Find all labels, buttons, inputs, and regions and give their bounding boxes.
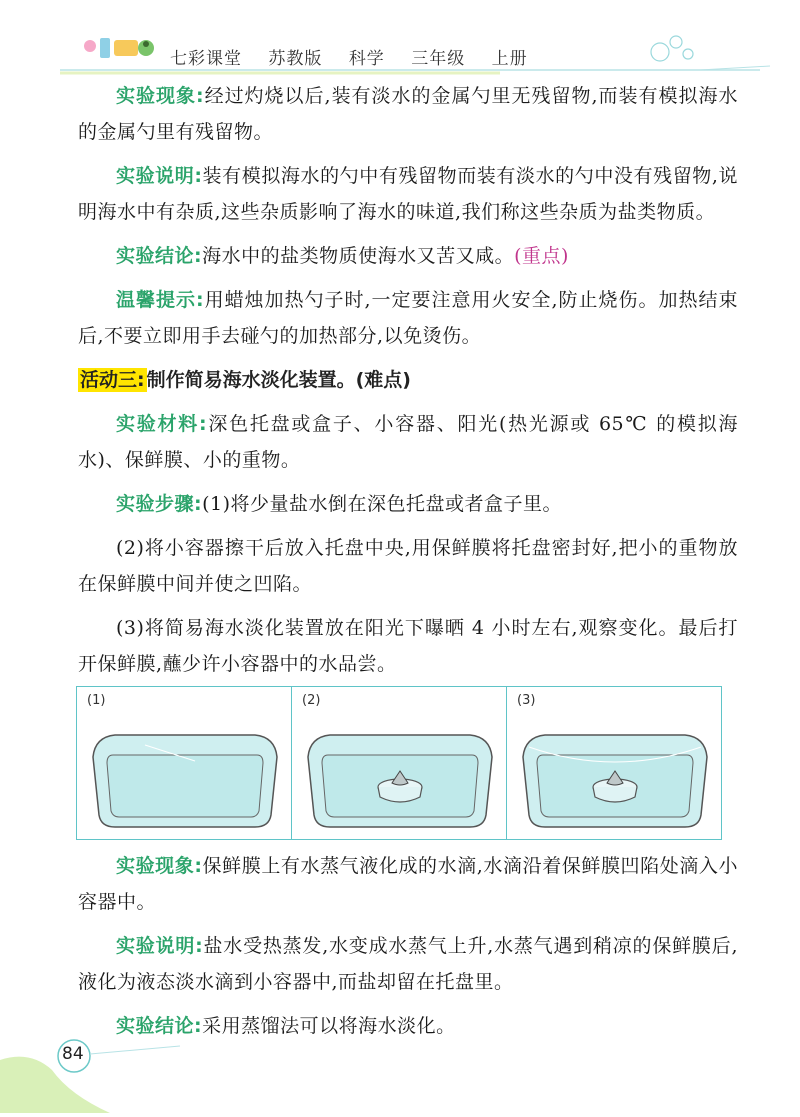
phenomenon-text: 经过灼烧以后,装有淡水的金属勺里无残留物,而装有模拟海水的金属勺里有残留物。 bbox=[78, 85, 738, 143]
grade: 三年级 bbox=[411, 49, 466, 69]
experiment-step-3 bbox=[78, 610, 738, 682]
panel-2-label: (2) bbox=[302, 693, 321, 708]
step-2-text: (2)将小容器擦干后放入托盘中央,用保鲜膜将托盘密封好,把小的重物放在保鲜膜中间并使之凹陷。 bbox=[78, 537, 738, 595]
page-footer bbox=[0, 1020, 800, 1113]
materials-text: 深色托盘或盒子、小容器、阳光(热光源或 65℃ 的模拟海水)、保鲜膜、小的重物。 bbox=[78, 413, 738, 471]
step-3-text: (3)将简易海水淡化装置放在阳光下曝晒 4 小时左右,观察变化。最后打开保鲜膜,蘸少许小容器中的水品尝。 bbox=[78, 617, 738, 675]
phenomenon-2-label: 实验现象: bbox=[116, 855, 203, 877]
conclusion-text: 海水中的盐类物质使海水又苦又咸。 bbox=[202, 245, 515, 267]
figure-panel-2 bbox=[292, 687, 507, 839]
volume: 上册 bbox=[491, 49, 528, 69]
experiment-step-2 bbox=[78, 530, 738, 602]
step-1-text: (1)将少量盐水倒在深色托盘或者盒子里。 bbox=[202, 493, 563, 515]
explanation-label: 实验说明: bbox=[116, 165, 203, 187]
steps-label: 实验步骤: bbox=[116, 493, 203, 515]
phenomenon-label: 实验现象: bbox=[116, 85, 205, 107]
figure-panel-3 bbox=[507, 687, 721, 839]
explanation-text: 装有模拟海水的勺中有残留物而装有淡水的勺中没有残留物,说明海水中有杂质,这些杂质影响了海水的味道,我们称这些杂质为盐类物质。 bbox=[78, 165, 738, 223]
activity-label: 活动三: bbox=[80, 369, 145, 391]
materials-label: 实验材料: bbox=[116, 413, 208, 435]
conclusion-2-label: 实验结论: bbox=[116, 1015, 203, 1037]
experiment-explanation bbox=[78, 158, 738, 230]
figure-panel-1 bbox=[77, 687, 292, 839]
bubbles-icon bbox=[651, 36, 693, 61]
subject: 科学 bbox=[348, 49, 385, 69]
publisher: 苏教版 bbox=[268, 49, 323, 69]
activity-heading bbox=[78, 362, 738, 398]
experiment-phenomenon-2 bbox=[78, 848, 738, 920]
footer-decoration bbox=[0, 1020, 800, 1113]
experiment-figure bbox=[76, 686, 722, 840]
page-number: 84 bbox=[62, 1044, 84, 1064]
experiment-conclusion bbox=[78, 238, 738, 274]
page-header bbox=[0, 0, 800, 80]
phenomenon-2-text: 保鲜膜上有水蒸气液化成的水滴,水滴沿着保鲜膜凹陷处滴入小容器中。 bbox=[78, 855, 738, 913]
safety-tip bbox=[78, 282, 738, 354]
book-name: 七彩课堂 bbox=[170, 49, 242, 69]
conclusion-label: 实验结论: bbox=[116, 245, 203, 267]
panel-3-label: (3) bbox=[517, 693, 536, 708]
activity-title: 制作简易海水淡化装置。(难点) bbox=[146, 369, 411, 391]
tray-with-cup-illustration bbox=[300, 717, 500, 833]
sealed-tray-illustration bbox=[515, 717, 715, 833]
header-title bbox=[170, 44, 548, 69]
explanation-2-text: 盐水受热蒸发,水变成水蒸气上升,水蒸气遇到稍凉的保鲜膜后,液化为液态淡水滴到小容器中,而盐却留在托盘里。 bbox=[78, 935, 738, 993]
tip-label: 温馨提示: bbox=[116, 289, 205, 311]
panel-1-label: (1) bbox=[87, 693, 106, 708]
experiment-materials bbox=[78, 406, 738, 478]
tray-illustration bbox=[85, 717, 285, 833]
explanation-2-label: 实验说明: bbox=[116, 935, 204, 957]
tip-text: 用蜡烛加热勺子时,一定要注意用火安全,防止烧伤。加热结束后,不要立即用手去碰勺的加热部分,以免烫伤。 bbox=[78, 289, 738, 347]
experiment-phenomenon bbox=[78, 78, 738, 150]
experiment-step-1 bbox=[78, 486, 738, 522]
conclusion-2-text: 采用蒸馏法可以将海水淡化。 bbox=[202, 1015, 456, 1037]
experiment-explanation-2 bbox=[78, 928, 738, 1000]
key-point-tag: (重点) bbox=[514, 245, 569, 267]
logo-icon bbox=[84, 38, 154, 58]
main-content bbox=[78, 78, 738, 690]
